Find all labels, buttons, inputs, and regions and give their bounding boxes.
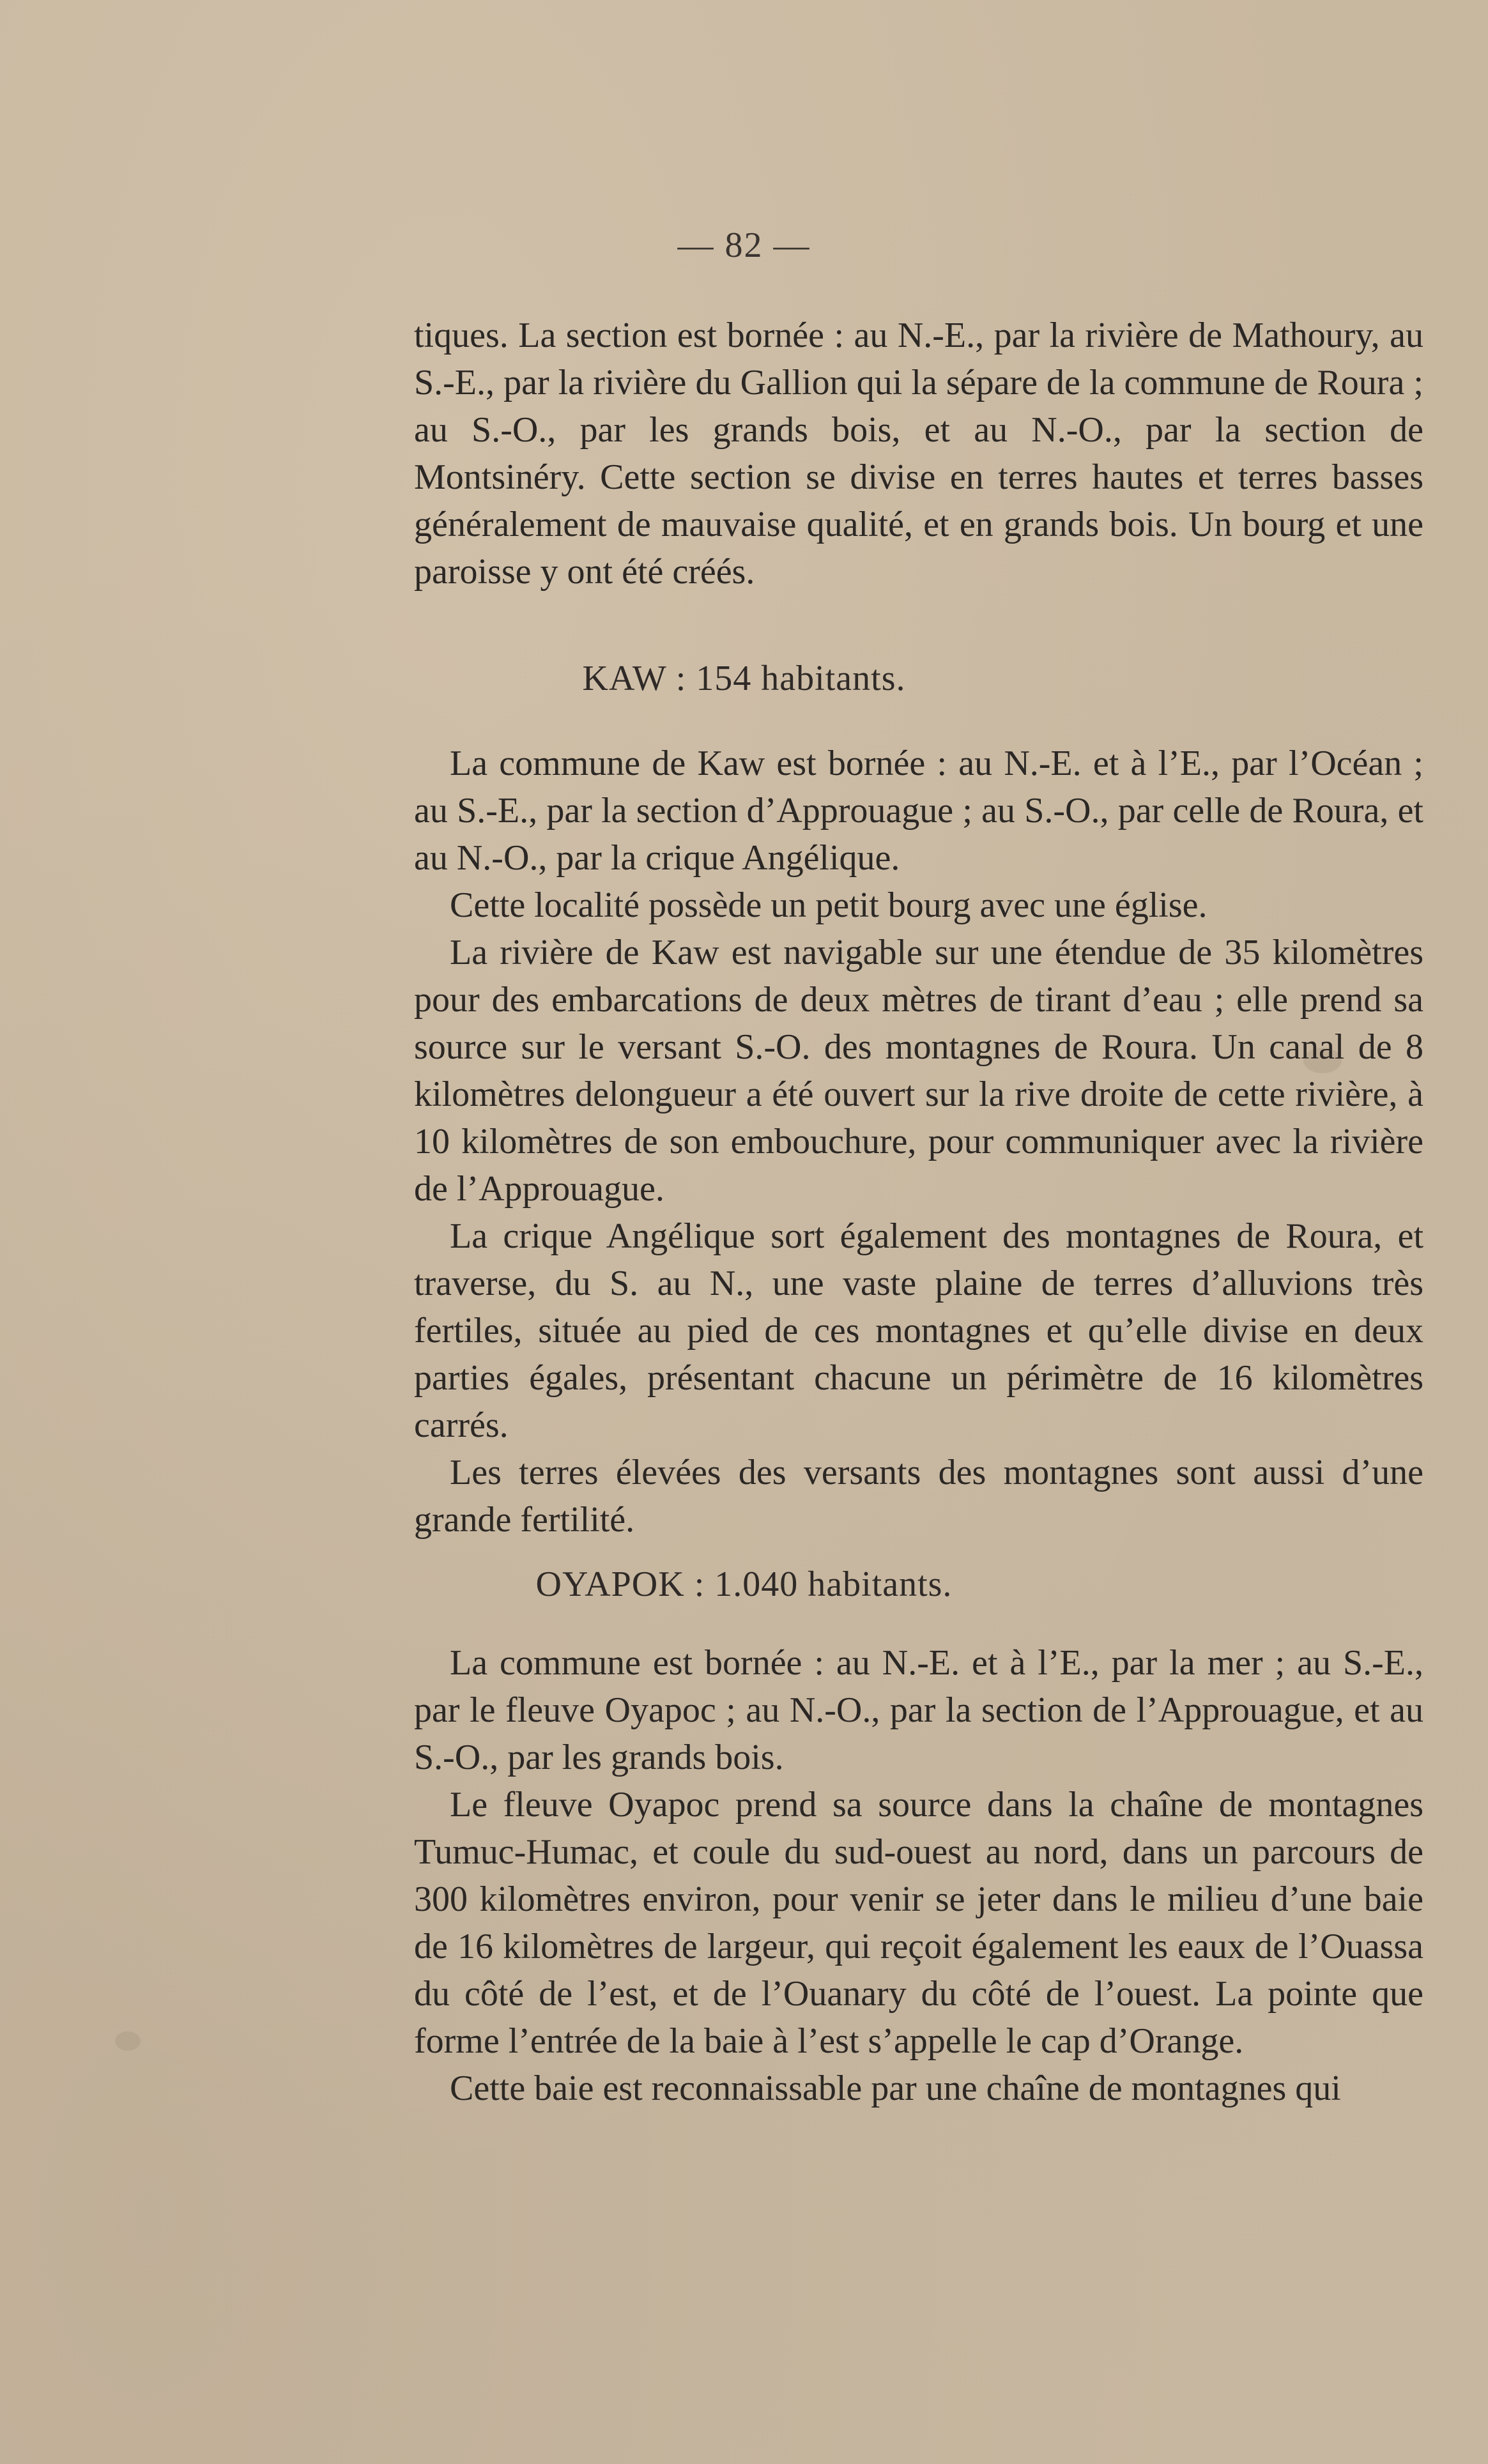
intro-section [414,312,1423,595]
page-number: — 82 — [677,226,811,265]
intro-paragraph: tiques. La section est bornée : au N.-E., par la rivière de Mathoury, au S.-E., par la rivière du Gallion qui la sépare de la commune de Roura ; au S.-O., par les grands bois, et au N.-O., par la section de Montsinéry. Cette section se divise en terres hautes et terres basses généralement de mauvaise qualité, et en grands bois. Un bourg et une paroisse y ont été créés. [414,316,1423,592]
oyapok-section [414,1639,1423,2112]
kaw-paragraph: La rivière de Kaw est navigable sur une étendue de 35 kilomètres pour des embarcations de deux mètres de tirant d’eau ; elle prend sa source sur le versant S.-O. des montagnes de Roura. Un canal de 8 kilomètres delongueur a été ouvert sur la rive droite de cette rivière, à 10 kilomètres de son embouchure, pour communiquer avec la rivière de l’Approuague. [414,933,1423,1209]
oyapok-paragraph: Le fleuve Oyapoc prend sa source dans la chaîne de montagnes Tumuc-Humac, et coule du sud-ouest au nord, dans un parcours de 300 kilomètres environ, pour venir se jeter dans le milieu d’une baie de 16 kilomètres de largeur, qui reçoit également les eaux de l’Ouassa du côté de l’est, et de l’Ouanary du côté de l’ouest. La pointe que forme l’entrée de la baie à l’est s’appelle le cap d’Orange. [414,1785,1423,2061]
paper-stain [115,2032,141,2051]
oyapok-paragraph: La commune est bornée : au N.-E. et à l’E., par la mer ; au S.-E., par le fleuve Oyapoc ; au N.-O., par la section de l’Approuague, et au S.-O., par les grands bois. [414,1643,1423,1777]
oyapok-heading: OYAPOK : 1.040 habitants. [535,1565,953,1604]
kaw-paragraph: La commune de Kaw est bornée : au N.-E. et à l’E., par l’Océan ; au S.-E., par la section d’Approuague ; au S.-O., par celle de Roura, et au N.-O., par la crique Angélique. [414,744,1423,878]
kaw-paragraph: Cette localité possède un petit bourg avec une église. [450,885,1208,925]
oyapok-paragraph: Cette baie est reconnaissable par une chaîne de montagnes qui [450,2069,1341,2108]
kaw-section [414,740,1423,1543]
kaw-paragraph: Les terres élevées des versants des montagnes sont aussi d’une grande fertilité. [414,1453,1423,1540]
kaw-heading: KAW : 154 habitants. [582,659,906,698]
kaw-paragraph: La crique Angélique sort également des montagnes de Roura, et traverse, du S. au N., une vaste plaine de terres d’alluvions très fertiles, située au pied de ces montagnes et qu’elle divise en deux parties égales, présentant chacune un périmètre de 16 kilomètres carrés. [414,1216,1423,1445]
